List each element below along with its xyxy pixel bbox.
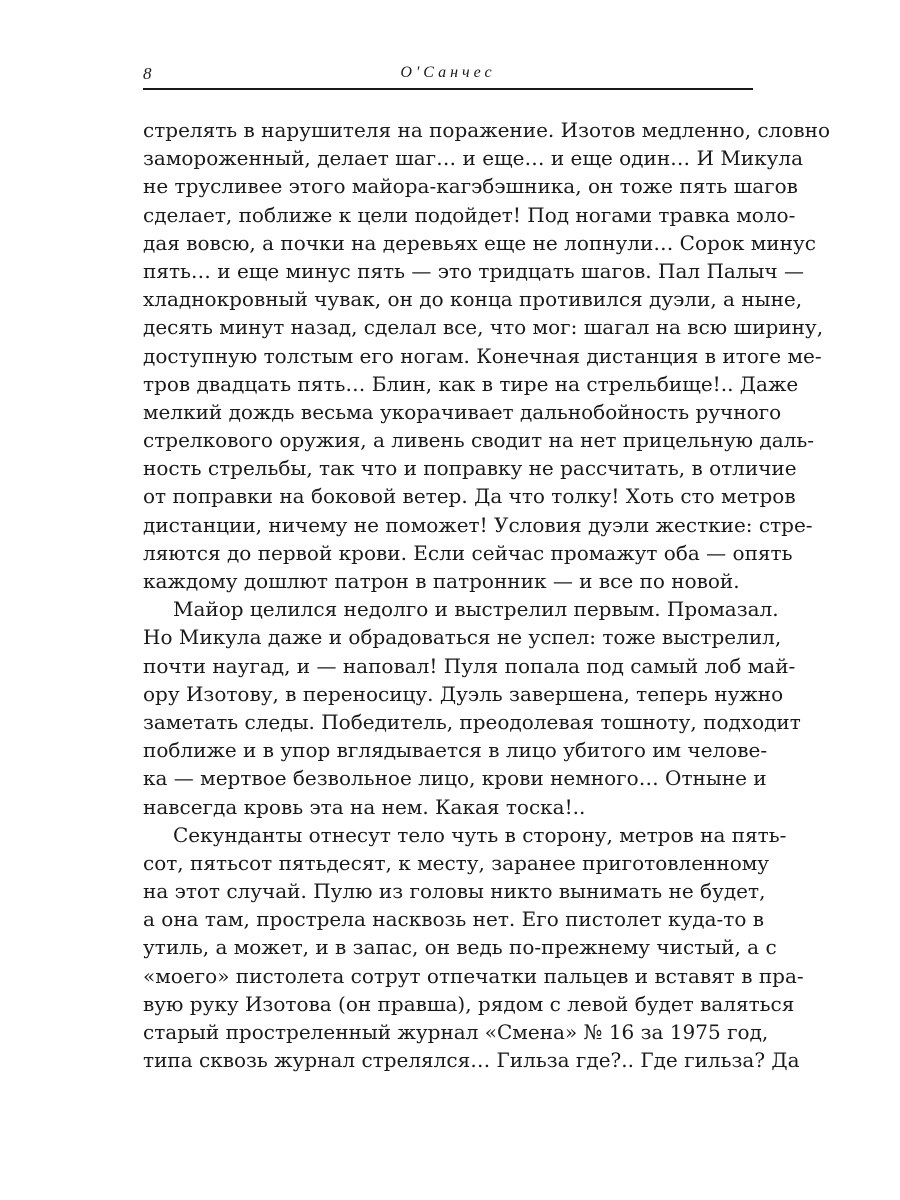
text-line: стрелкового оружия, а ливень сводит на нет прицельную даль-: [143, 428, 814, 453]
text-line: пять… и еще минус пять — это тридцать шагов. Пал Палыч —: [143, 258, 805, 283]
text-line: на этот случай. Пулю из головы никто вынимать не будет,: [143, 879, 766, 904]
text-line: мелкий дождь весьма укорачивает дальнобойность ручного: [143, 399, 782, 424]
text-body: [143, 116, 830, 1074]
text-line: Майор целился недолго и выстрелил первым. Промазал.: [173, 597, 779, 622]
text-line: от поправки на боковой ветер. Да что толку! Хоть сто метров: [143, 484, 796, 509]
text-line: десять минут назад, сделал все, что мог: шагал на всю ширину,: [143, 315, 824, 340]
text-line: ка — мертвое безвольное лицо, крови немного… Отныне и: [143, 766, 767, 791]
text-line: утиль, а может, и в запас, он ведь по-прежнему чистый, а с: [143, 935, 777, 960]
text-line: ность стрельбы, так что и поправку не рассчитать, в отличие: [143, 456, 797, 481]
paragraph: [143, 595, 801, 821]
text-line: сделает, поближе к цели подойдет! Под ногами травка моло-: [143, 202, 796, 227]
text-line: заметать следы. Победитель, преодолевая тошноту, подходит: [143, 709, 801, 734]
text-line: ляются до первой крови. Если сейчас промажут оба — опять: [143, 540, 793, 565]
paragraph: [143, 116, 830, 595]
page-header: [143, 62, 753, 90]
text-line: старый простреленный журнал «Смена» № 16 за 1975 год,: [143, 1020, 769, 1044]
text-line: Секунданты отнесут тело чуть в сторону, метров на пять-: [173, 822, 787, 847]
text-line: доступную толстым его ногам. Конечная дистанция в итоге ме-: [143, 343, 822, 368]
text-line: ору Изотову, в переносицу. Дуэль завершена, теперь нужно: [143, 681, 784, 706]
text-line: хладнокровный чувак, он до конца противился дуэли, а ныне,: [143, 287, 803, 312]
text-line: замороженный, делает шаг… и еще… и еще один… И Микула: [143, 146, 804, 171]
text-line: дая вовсю, а почки на деревьях еще не лопнули… Сорок минус: [143, 230, 816, 255]
text-line: не трусливее этого майора-кагэбэшника, он тоже пять шагов: [143, 174, 798, 199]
running-title: О'Санчес: [400, 64, 496, 81]
text-line: Но Микула даже и обрадоваться не успел: тоже выстрелил,: [143, 625, 782, 650]
text-line: дистанции, ничему не поможет! Условия дуэли жесткие: стре-: [143, 512, 813, 537]
text-line: «моего» пистолета сотрут отпечатки пальцев и вставят в пра-: [143, 963, 804, 988]
text-line: каждому дошлют патрон в патронник — и все по новой.: [143, 569, 740, 593]
text-line: почти наугад, и — наповал! Пуля попала под самый лоб май-: [143, 653, 796, 678]
text-line: а она там, прострела насквозь нет. Его пистолет куда-то в: [143, 907, 765, 932]
text-line: сот, пятьсот пятьдесят, к месту, заранее приготовленному: [143, 850, 770, 875]
text-line: вую руку Изотова (он правша), рядом с левой будет валяться: [143, 991, 795, 1016]
text-line: стрелять в нарушителя на поражение. Изотов медленно, словно: [143, 118, 830, 142]
paragraph: [143, 821, 804, 1075]
text-line: типа сквозь журнал стрелялся… Гильза где?.. Где гильза? Да: [143, 1048, 800, 1073]
page-number: 8: [143, 64, 152, 83]
text-line: навсегда кровь эта на нем. Какая тоска!..: [143, 794, 586, 819]
text-line: поближе и в упор вглядывается в лицо убитого им челове-: [143, 738, 768, 763]
text-line: тров двадцать пять… Блин, как в тире на стрельбище!.. Даже: [143, 371, 799, 396]
